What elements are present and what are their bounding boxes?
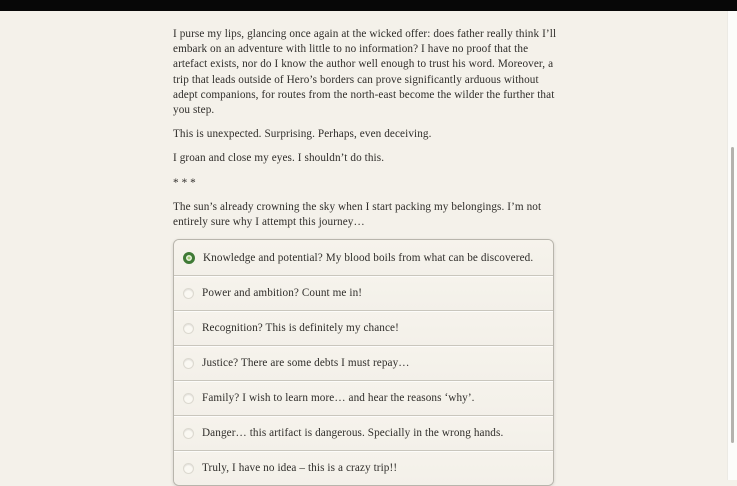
choice-option[interactable] bbox=[174, 380, 553, 415]
choice-option[interactable] bbox=[174, 415, 553, 450]
story-content bbox=[173, 27, 557, 486]
radio-icon[interactable] bbox=[183, 288, 194, 299]
choice-label: Justice? There are some debts I must repay… bbox=[202, 357, 410, 370]
radio-icon[interactable] bbox=[183, 358, 194, 369]
choice-label: Truly, I have no idea – this is a crazy trip!! bbox=[202, 462, 398, 475]
choice-option[interactable] bbox=[174, 345, 553, 380]
top-bar bbox=[0, 0, 737, 11]
radio-icon[interactable] bbox=[183, 323, 194, 334]
choice-option[interactable] bbox=[174, 240, 553, 275]
radio-icon[interactable] bbox=[183, 252, 195, 264]
scrollbar-thumb[interactable] bbox=[731, 147, 734, 443]
scene-break: * * * bbox=[173, 176, 196, 189]
choice-label: Knowledge and potential? My blood boils from what can be discovered. bbox=[203, 251, 534, 264]
choice-label: Recognition? This is definitely my chance! bbox=[202, 322, 399, 335]
story-paragraph: I groan and close my eyes. I shouldn’t do this. bbox=[173, 152, 385, 165]
scrollbar[interactable] bbox=[727, 11, 737, 480]
story-paragraph: The sun’s already crowning the sky when I start packing my belongings. I’m not entirely sure why I attempt this journey… bbox=[173, 200, 542, 229]
choice-list bbox=[173, 239, 554, 486]
radio-icon[interactable] bbox=[183, 393, 194, 404]
choice-option[interactable] bbox=[174, 310, 553, 345]
radio-icon[interactable] bbox=[183, 428, 194, 439]
choice-label: Danger… this artifact is dangerous. Specially in the wrong hands. bbox=[202, 427, 504, 440]
radio-icon[interactable] bbox=[183, 463, 194, 474]
choice-label: Family? I wish to learn more… and hear the reasons ‘why’. bbox=[202, 392, 475, 405]
choice-label: Power and ambition? Count me in! bbox=[202, 287, 363, 300]
story-paragraph: This is unexpected. Surprising. Perhaps, even deceiving. bbox=[173, 128, 432, 141]
choice-option[interactable] bbox=[174, 275, 553, 310]
story-paragraph: I purse my lips, glancing once again at the wicked offer: does father really think I’ll embark on an adventure with little to no information? I have no proof that the artefact exists, nor do I know the author well enough to trust his word. Moreover, a trip that leads outside of Hero’s borders can prove significantly arduous without adept companions, for routes from the north-east become the wilder the further that you step. bbox=[173, 28, 557, 117]
